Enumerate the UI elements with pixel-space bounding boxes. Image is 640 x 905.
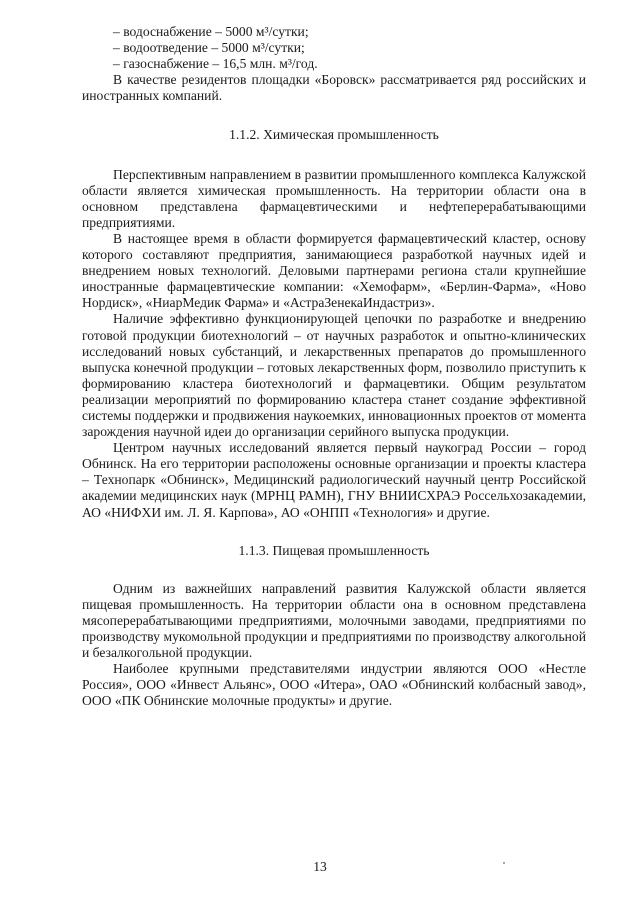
bullet-water-supply: – водоснабжение – 5000 м³/сутки; (113, 24, 309, 39)
chemical-paragraph-3: Наличие эффективно функционирующей цепочки по разработке и внедрению готовой продукции биотехнологий – от научных разработок и опытно-клинических исследований новых субстанций, и лекарственных препаратов до промышленного выпуска конечной продукции – готовых лекарственных форм, позволило приступить к формированию кластера биотехнологий и фармацевтики. Общим результатом реализации мероприятий по формированию кластера станет создание эффективной системы поддержки и продвижения наукоемких, инновационных проектов от момента зарождения научной идеи до организации серийного выпуска продукции. (82, 311, 586, 440)
chemical-paragraph-4: Центром научных исследований является первый наукоград России – город Обнинск. На его территории расположены основные организации и проекты кластера – Технопарк «Обнинск», Медицинский радиологический научный центр Российской академии медицинских наук (МРНЦ РАМН), ГНУ ВНИИСХРАЭ Россельхозакадемии, АО «НИФХИ им. Л. Я. Карпова», АО «ОНПП «Технология» и другие. (82, 440, 586, 520)
bullet-water-disposal: – водоотведение – 5000 м³/сутки; (113, 40, 305, 56)
chemical-paragraph-1: Перспективным направлением в развитии промышленного комплекса Калужской области является химическая промышленность. На территории области она в основном представлена фармацевтическими и нефтеперерабатывающими предприятиями. (82, 166, 586, 230)
page-number: 13 (313, 859, 327, 874)
section-heading-food: 1.1.3. Пищевая промышленность (238, 542, 430, 558)
scan-speck (503, 862, 505, 864)
food-paragraph-2: Наиболее крупными представителями индустрии являются ООО «Нестле Россия», ООО «Инвест Альянс», ООО «Итера», ОАО «Обнинский колбасный завод», ООО «ПК Обнинские молочные продукты» и другие. (82, 661, 586, 709)
section-heading-chemical: 1.1.2. Химическая промышленность (229, 127, 439, 143)
intro-paragraph: В качестве резидентов площадки «Боровск» рассматривается ряд российских и иностранных компаний. (82, 72, 586, 104)
chemical-paragraph-2: В настоящее время в области формируется фармацевтический кластер, основу которого составляют предприятия, занимающиеся разработкой научных идей и внедрением новых технологий. Деловыми партнерами региона стали крупнейшие иностранные фармацевтические компании: «Хемофарм», «Берлин-Фарма», «Ново Нордиск», «НиарМедик Фарма» и «АстраЗенекаИндастриз». (82, 230, 586, 311)
bullet-gas-supply: – газоснабжение – 16,5 млн. м³/год. (113, 56, 318, 72)
document-page (82, 24, 586, 709)
food-paragraph-1: Одним из важнейших направлений развития Калужской области является пищевая промышленность. На территории области она в основном представлена мясоперерабатывающими предприятиями, молочными заводами, предприятиями по производству мукомольной продукции и предприятиями по производству алкогольной и безалкогольной продукции. (82, 580, 586, 661)
